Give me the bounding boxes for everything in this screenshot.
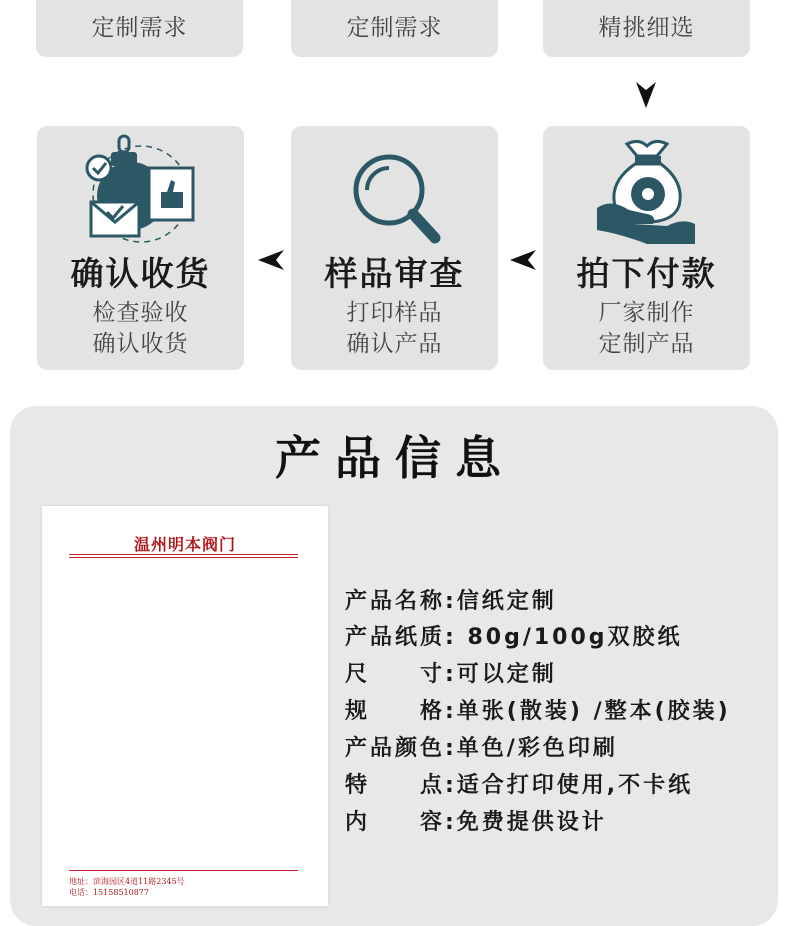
step-title: 样品审查 bbox=[324, 254, 465, 293]
step-title: 确认收货 bbox=[70, 254, 211, 293]
money-bag-hand-icon bbox=[591, 134, 707, 248]
letterhead-address: 地址：滨海园区4道11路2345号 bbox=[69, 877, 185, 886]
step-line2: 定制需求 bbox=[346, 15, 443, 41]
arrow-left-icon bbox=[508, 248, 538, 272]
step-card-analyze bbox=[291, 0, 498, 57]
step-line1: 打印样品 bbox=[346, 300, 443, 326]
letterhead-rule bbox=[69, 557, 298, 558]
spec-content: 内 容:免费提供设计 bbox=[345, 810, 607, 835]
step-line2: 精挑细选 bbox=[598, 15, 695, 41]
spec-format: 规 格:单张(散装) /整本(胶装) bbox=[345, 699, 731, 724]
letterhead-rule bbox=[69, 554, 298, 555]
step-card-payment bbox=[543, 126, 750, 370]
spec-features: 特 点:适合打印使用,不卡纸 bbox=[345, 773, 694, 798]
step-card-templates bbox=[543, 0, 750, 57]
step-line2: 定制需求 bbox=[91, 15, 188, 41]
spec-product-name: 产品名称:信纸定制 bbox=[345, 589, 557, 614]
letterhead-footer-rule bbox=[69, 870, 298, 871]
letterhead-sample bbox=[42, 506, 328, 906]
step-line1: 检查验收 bbox=[92, 300, 189, 326]
step-line1 bbox=[36, 0, 243, 3]
step-line1 bbox=[291, 0, 498, 3]
spec-size: 尺 寸:可以定制 bbox=[345, 662, 557, 687]
step-line2: 确认产品 bbox=[346, 331, 443, 357]
step-line2: 确认收货 bbox=[92, 331, 189, 357]
step-line1: 厂家制作 bbox=[598, 300, 695, 326]
letterhead-phone: 电话：15158510877 bbox=[69, 888, 149, 897]
arrow-down-icon bbox=[634, 80, 658, 110]
step-line1 bbox=[543, 0, 750, 3]
step-card-confirm-receipt bbox=[37, 126, 244, 370]
section-title: 产品信息 bbox=[275, 431, 515, 485]
confirm-receipt-icon bbox=[81, 128, 201, 246]
letterhead-company-name: 温州明本阀门 bbox=[133, 535, 236, 554]
step-card-inquire bbox=[36, 0, 243, 57]
spec-paper: 产品纸质: 80g/100g双胶纸 bbox=[345, 625, 683, 650]
step-card-sample-review bbox=[291, 126, 498, 370]
magnifier-icon bbox=[349, 152, 445, 244]
step-title: 拍下付款 bbox=[576, 254, 717, 293]
step-line2: 定制产品 bbox=[598, 331, 695, 357]
arrow-left-icon bbox=[256, 248, 286, 272]
spec-color: 产品颜色:单色/彩色印刷 bbox=[345, 736, 618, 761]
